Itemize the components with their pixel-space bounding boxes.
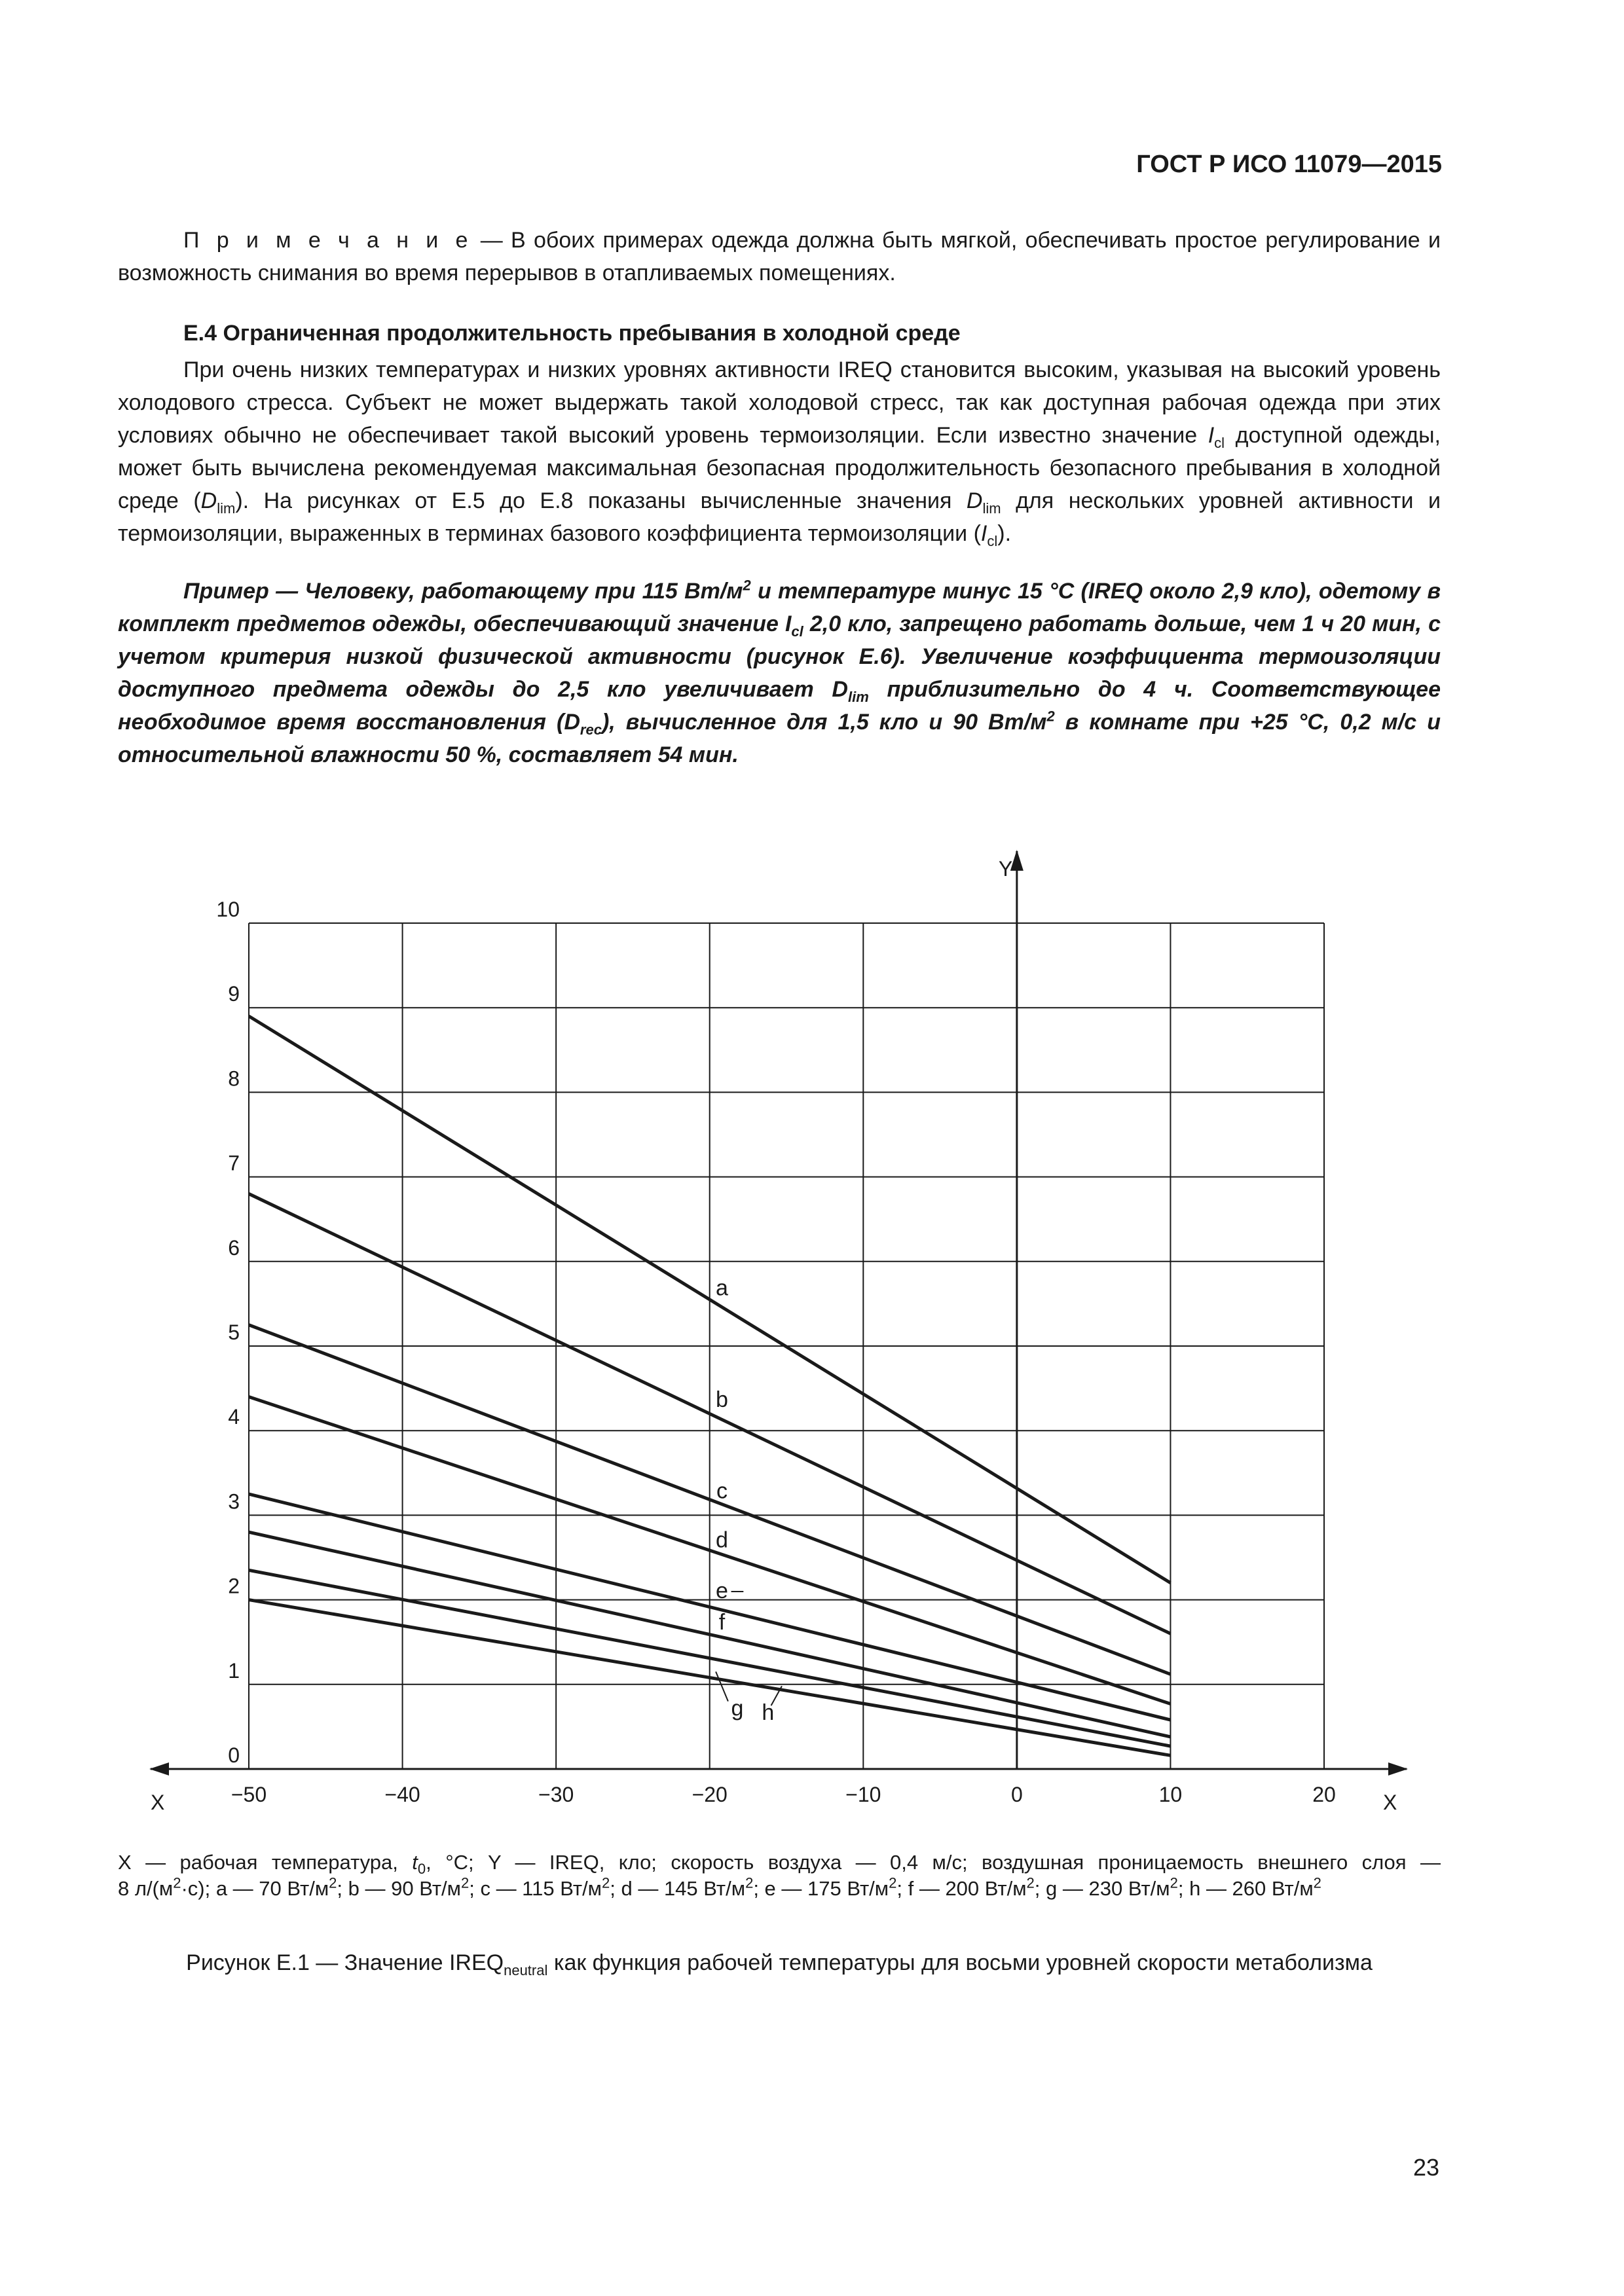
x-tick-label: −40 xyxy=(384,1783,420,1806)
y-tick-label: 8 xyxy=(228,1066,240,1091)
paragraph-text: для нескольких уровней активности и термоизоляции, выраженных в терминах базового коэффициента термоизоляции ( xyxy=(118,488,1441,546)
superscript-2: 2 xyxy=(1046,708,1055,725)
legend-line-1: X — рабочая температура, $t_0$, °С; Y — IREQ, кло; скорость воздуха — 0,4 м/с; воздушная проницаемость внешнего слоя — xyxy=(118,1851,1441,1878)
series-label-a: a xyxy=(716,1275,728,1301)
y-tick-label: 1 xyxy=(228,1658,240,1683)
legend-line-2: 8 $л/(м^2\cdot с)$; a — 70 $Вт/м^2$; b — 90 $Вт/м^2$; c — 115 $Вт/м^2$; d — 145 $Вт/м^2$; e — 175 $Вт/м^2$; f — 200 $Вт/м^2$; g — 230 $Вт/м^2$; h — 260 $Вт/м^2$ xyxy=(118,1874,1321,1900)
y-tick-label: 10 xyxy=(216,898,240,921)
example-paragraph xyxy=(118,575,1441,771)
y-tick-label: 5 xyxy=(228,1321,240,1344)
superscript-2: 2 xyxy=(743,577,751,594)
y-tick-label: 2 xyxy=(228,1574,240,1598)
paragraph-text: ). На рисунках от Е.5 до Е.8 показаны вычисленные значения xyxy=(235,488,967,513)
subscript-cl: cl xyxy=(987,532,998,549)
paragraph-text: доступной одежды, может быть вычислена рекомендуемая максимальная безопасная продолжительность безопасного пребывания в холодной среде ( xyxy=(118,423,1441,513)
note-label: П р и м е ч а н и е xyxy=(183,228,473,253)
series-label-h: h xyxy=(762,1700,775,1726)
subscript-rec: rec xyxy=(580,721,602,738)
x-tick-label: −10 xyxy=(845,1783,881,1806)
x-axis-label: X xyxy=(1383,1791,1397,1814)
symbol-d: D xyxy=(200,488,217,513)
leader-line-g xyxy=(716,1671,728,1701)
note-paragraph xyxy=(118,224,1441,289)
ireq-chart xyxy=(0,825,1624,1820)
note-text: — В обоих примерах одежда должна быть мягкой, обеспечивать простое регулирование и возможность снимания во время перерывов в отапливаемых помещениях. xyxy=(118,228,1441,285)
series-label-g: g xyxy=(731,1696,744,1721)
example-text: ), вычисленное для 1,5 кло и 90 Вт/м xyxy=(601,710,1047,735)
symbol-t: t xyxy=(412,1851,418,1874)
symbol-i: I xyxy=(1208,423,1215,448)
x-tick-label: −50 xyxy=(231,1783,267,1806)
subscript-cl: cl xyxy=(791,623,803,640)
series-label-c: c xyxy=(716,1478,728,1504)
subscript-lim: lim xyxy=(848,688,869,705)
subscript-0: 0 xyxy=(417,1861,426,1878)
x-tick-label: −30 xyxy=(538,1783,574,1806)
series-label-e: e xyxy=(716,1578,728,1604)
x-axis-arrow-left xyxy=(149,1762,169,1776)
series-label-b: b xyxy=(716,1387,728,1413)
y-tick-label: 3 xyxy=(228,1489,240,1514)
page-number: 23 xyxy=(1412,2154,1439,2181)
example-text: Пример — Человеку, работающему при 115 Вт/м xyxy=(183,579,743,604)
symbol-i: I xyxy=(980,521,987,546)
series-label-d: d xyxy=(716,1527,728,1553)
example-text: 2,0 кло, запрещено работать дольше, чем 1 ч 20 мин, с учетом критерия низкой физической активности (рисунок Е.6). Увеличение коэффициента термоизоляции доступного предмета одежды до 2,5 кло увеличивает D xyxy=(118,611,1441,702)
x-axis-label: X xyxy=(151,1791,165,1814)
figure-caption: Рисунок Е.1 — Значение $IREQ_{neutral}$ как функция рабочей температуры для восьми уровней скорости метаболизма xyxy=(186,1950,1373,1978)
x-tick-label: 0 xyxy=(1010,1783,1023,1806)
paragraph-text: При очень низких температурах и низких уровнях активности IREQ становится высоким, указывая на высокий уровень холодового стресса. Субъект не может выдержать такой холодовой стресс, так как доступная рабочая одежда при этих условиях обычно не обеспечивает такой высокий уровень термоизоляции. Если известно значение xyxy=(118,357,1441,448)
y-tick-label: 7 xyxy=(228,1151,240,1175)
body-paragraph xyxy=(118,354,1441,550)
figure-legend xyxy=(118,1850,1441,1902)
subscript-cl: cl xyxy=(1214,434,1225,451)
document-code: ГОСТ Р ИСО 11079—2015 xyxy=(1136,151,1442,178)
x-tick-label: −20 xyxy=(692,1783,728,1806)
y-tick-label: 9 xyxy=(228,982,240,1006)
symbol-d: D xyxy=(966,488,983,513)
y-axis-label: Y xyxy=(998,857,1013,881)
x-tick-label: 10 xyxy=(1158,1783,1183,1806)
subscript-neutral: neutral xyxy=(504,1961,548,1978)
subscript-lim: lim xyxy=(982,500,1001,517)
y-tick-label: 0 xyxy=(228,1743,240,1767)
y-tick-label: 4 xyxy=(228,1405,240,1429)
example-text: приблизительно до 4 ч. Соответствующее необходимое время восстановления (D xyxy=(118,677,1441,735)
x-axis-arrow-right xyxy=(1388,1762,1408,1776)
subscript-lim: lim xyxy=(217,500,236,517)
axes xyxy=(149,850,1408,1776)
series-label-f: f xyxy=(718,1609,726,1635)
example-text: в комнате при +25 °С, 0,2 м/с и относительной влажности 50 %, составляет 54 мин. xyxy=(118,710,1441,767)
paragraph-text: ). xyxy=(997,521,1012,546)
example-text: и температуре минус 15 °С (IREQ около 2,9 кло), одетому в комплект предметов одежды, обеспечивающий значение xyxy=(118,579,1441,636)
symbol-i: I xyxy=(784,611,792,636)
y-tick-label: 6 xyxy=(228,1235,240,1260)
x-tick-label: 20 xyxy=(1312,1783,1336,1806)
section-title: Е.4 Ограниченная продолжительность пребывания в холодной среде xyxy=(183,321,961,346)
